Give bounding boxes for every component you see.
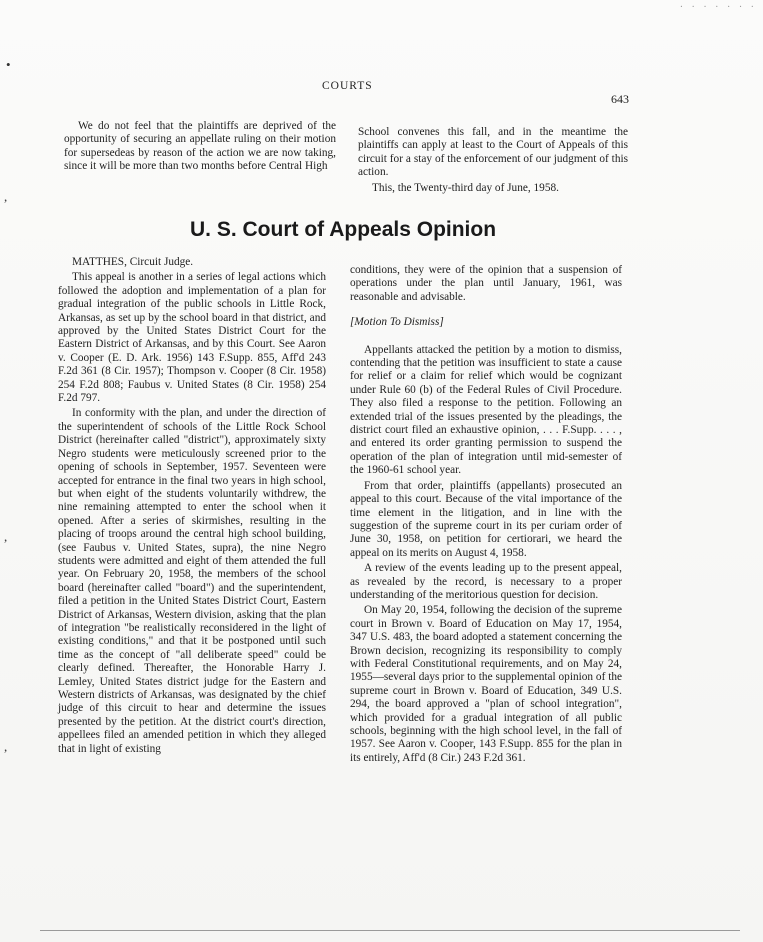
paragraph: conditions, they were of the opinion that a suspension of operations under the plan until January, 1961, was reasonable and advisable. — [350, 264, 622, 303]
paragraph: Appellants attacked the petition by a motion to dismiss, contending that the petition was insufficient to state a cause for relief or a claim for relief which would be cognizant under Rule 60 (b) of the Federal Rules of Civil Procedure. They also filed a response to the petition. Following an extended trial of the issues presented by the pleadings, the district court filed an exhaustive opinion, . . . F.Supp. . . . , and entered its order granting permission to suspend the operation of the plan of integration until mid-semester of the 1960-61 school year. — [350, 343, 622, 477]
main-right-column — [350, 264, 622, 765]
running-head: COURTS — [322, 80, 373, 92]
paragraph: School convenes this fall, and in the meantime the plaintiffs can apply at least to the Court of Appeals of this circuit for a stay of the enforcement of our judgment of this action. — [358, 126, 628, 179]
page-number: 643 — [611, 92, 629, 106]
top-right-column — [358, 126, 628, 195]
paragraph: This appeal is another in a series of legal actions which followed the adoption and implementation of a plan for gradual integration of the public schools in Little Rock, Arkansas, as set up by the school board in that district, and approved by the United States District Court for the Eastern District of Arkansas, and by this Court. See Aaron v. Cooper (E. D. Ark. 1956) 143 F.Supp. 855, Aff'd 243 F.2d 361 (8 Cir. 1957); Thompson v. Cooper (8 Cir. 1958) 254 F.2d 808; Faubus v. United States (8 Cir. 1958) 254 F.2d 797. — [58, 271, 326, 405]
main-left-column — [58, 256, 326, 756]
section-subheading: [Motion To Dismiss] — [350, 316, 444, 329]
scan-edge-marks: · · · · · · · — [679, 2, 757, 13]
paragraph: We do not feel that the plaintiffs are deprived of the opportunity of securing an appellate ruling on their motion for supersedeas by reason of the action we are now taking, since it will be more than two months before Central High — [64, 120, 336, 173]
bottom-rule — [40, 930, 740, 931]
paragraph: On May 20, 1954, following the decision of the supreme court in Brown v. Board of Education on May 17, 1954, 347 U.S. 483, the board adopted a statement concerning the Brown decision, recognizing its responsibility to comply with Federal Constitutional requirements, and on May 24, 1955—several days prior to the supplemental opinion of the supreme court in Brown v. Board of Education, 349 U.S. 294, the board approved a "plan of school integration", which provided for a gradual integration of all public schools, beginning with the high school level, in the fall of 1957. See Aaron v. Cooper, 143 F.Supp. 855 for the plan in its entirely, Aff'd (8 Cir.) 243 F.2d 361. — [350, 604, 622, 764]
margin-tick: , — [4, 529, 8, 544]
judge-line: MATTHES, Circuit Judge. — [72, 256, 194, 268]
top-left-column — [64, 120, 336, 174]
margin-tick: , — [4, 189, 8, 204]
paragraph: From that order, plaintiffs (appellants) prosecuted an appeal to this court. Because of the vital importance of the time element in the litigation, and in line with the suggestion of the supreme court in its per curiam order of June 30, 1958, on petition for certiorari, we heard the appeal on its merits on August 4, 1958. — [350, 479, 622, 559]
opinion-title: U. S. Court of Appeals Opinion — [190, 218, 497, 241]
paragraph: In conformity with the plan, and under the direction of the superintendent of schools of the Little Rock School District (hereinafter called "district"), approximately sixty Negro students were meticulously screened prior to the opening of schools in September, 1957. Seventeen were accepted for entrance in the final two years in high school, but when eight of the students voluntarily withdrew, the nine remaining attempted to enter the school when it opened. After a series of skirmishes, resulting in the placing of troops around the central high school building, (see Faubus v. United States, supra), the nine Negro students were admitted and eight of them attended the full year. On February 20, 1958, the members of the school board (hereinafter called "board") and the superintendent, filed a petition in the United States District Court, Eastern District of Arkansas, Western division, asking that the plan of integration "be realistically reconsidered in the light of existing conditions," and that it be postponed until such time as the concept of "all deliberate speed" could be clearly defined. Thereafter, the Honorable Harry J. Lemley, United States district judge for the Eastern and Western districts of Arkansas, was designated by the chief judge of this circuit to hear and determine the issues presented by the petition. At the district court's direction, appellees filed an amended petition in which they alleged that in light of existing — [58, 407, 326, 755]
paragraph: A review of the events leading up to the present appeal, as revealed by the record, is necessary to a proper understanding of the meritorious question for decision. — [350, 562, 622, 601]
margin-dot: • — [6, 57, 11, 72]
margin-tick: , — [4, 739, 8, 754]
date-line: This, the Twenty-third day of June, 1958. — [372, 181, 559, 194]
